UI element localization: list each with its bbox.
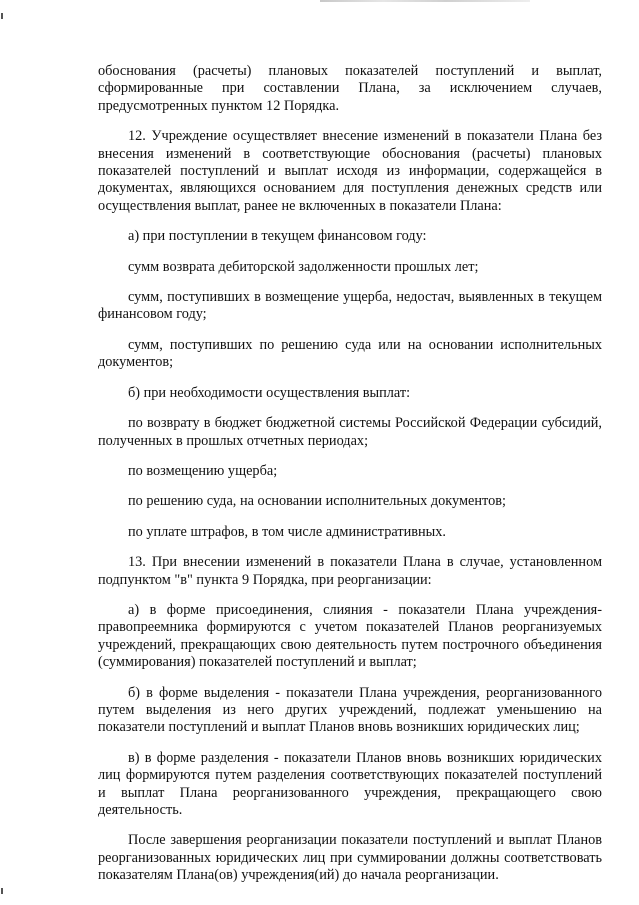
list-line-fines: по уплате штрафов, в том числе административных. (128, 523, 446, 540)
list-line-receivables: сумм возврата дебиторской задолженности прошлых лет; (128, 258, 479, 275)
list-line-damage-compensation: по возмещению ущерба; (128, 462, 278, 479)
scan-edge-mark (1, 13, 3, 19)
document-body (98, 63, 602, 885)
subitem-v-division: в) в форме разделения - показатели Планов вновь возникших юридических лиц формируются путем разделения соответствующих показателей поступлений и выплат Плана реорганизованного учреждения, прекращающего свою деятельность. (98, 749, 602, 818)
subitem-a-receipts: а) при поступлении в текущем финансовом году: (128, 228, 427, 245)
subitem-a-merger: а) в форме присоединения, слияния - показатели Плана учреждения-правопреемника формируются с учетом показателей Планов реорганизуемых учреждений, прекращающих свою деятельность путем построчного объединения (суммирования) показателей поступлений и выплат; (98, 601, 602, 671)
paragraph-after-reorganization: После завершения реорганизации показатели поступлений и выплат Планов реорганизованных юридических лиц при суммировании должны соответствовать показателям Плана(ов) учреждения(ий) до начала реорганизации. (98, 832, 602, 884)
scan-header-artifact (320, 0, 530, 2)
list-line-court: сумм, поступивших по решению суда или на основании исполнительных документов; (98, 336, 602, 371)
subitem-b-spinoff: б) в форме выделения - показатели Плана учреждения, реорганизованного путем выделения из него других учреждений, подлежат уменьшению на показатели поступлений и выплат Планов вновь возникших юридических лиц; (98, 684, 602, 736)
list-line-subsidies: по возврату в бюджет бюджетной системы Российской Федерации субсидий, полученных в прошлых отчетных периодах; (98, 415, 602, 449)
scan-edge-mark (1, 888, 3, 894)
list-line-court-decision: по решению суда, на основании исполнительных документов; (128, 493, 506, 510)
list-line-damages: сумм, поступивших в возмещение ущерба, недостач, выявленных в текущем финансовом году; (98, 289, 602, 323)
paragraph-continuation: обоснования (расчеты) плановых показателей поступлений и выплат, сформированные при составлении Плана, за исключением случаев, предусмотренных пунктом 12 Порядка. (98, 63, 602, 114)
paragraph-item-12: 12. Учреждение осуществляет внесение изменений в показатели Плана без внесения изменений в соответствующие обоснования (расчеты) плановых показателей поступлений и выплат исходя из информации, содержащейся в документах, являющихся основанием для поступления денежных средств или осуществления выплат, ранее не включенных в показатели Плана: (98, 128, 602, 214)
paragraph-item-13: 13. При внесении изменений в показатели Плана в случае, установленном подпунктом "в" пункта 9 Порядка, при реорганизации: (98, 554, 602, 588)
subitem-b-payments: б) при необходимости осуществления выплат: (128, 384, 411, 401)
